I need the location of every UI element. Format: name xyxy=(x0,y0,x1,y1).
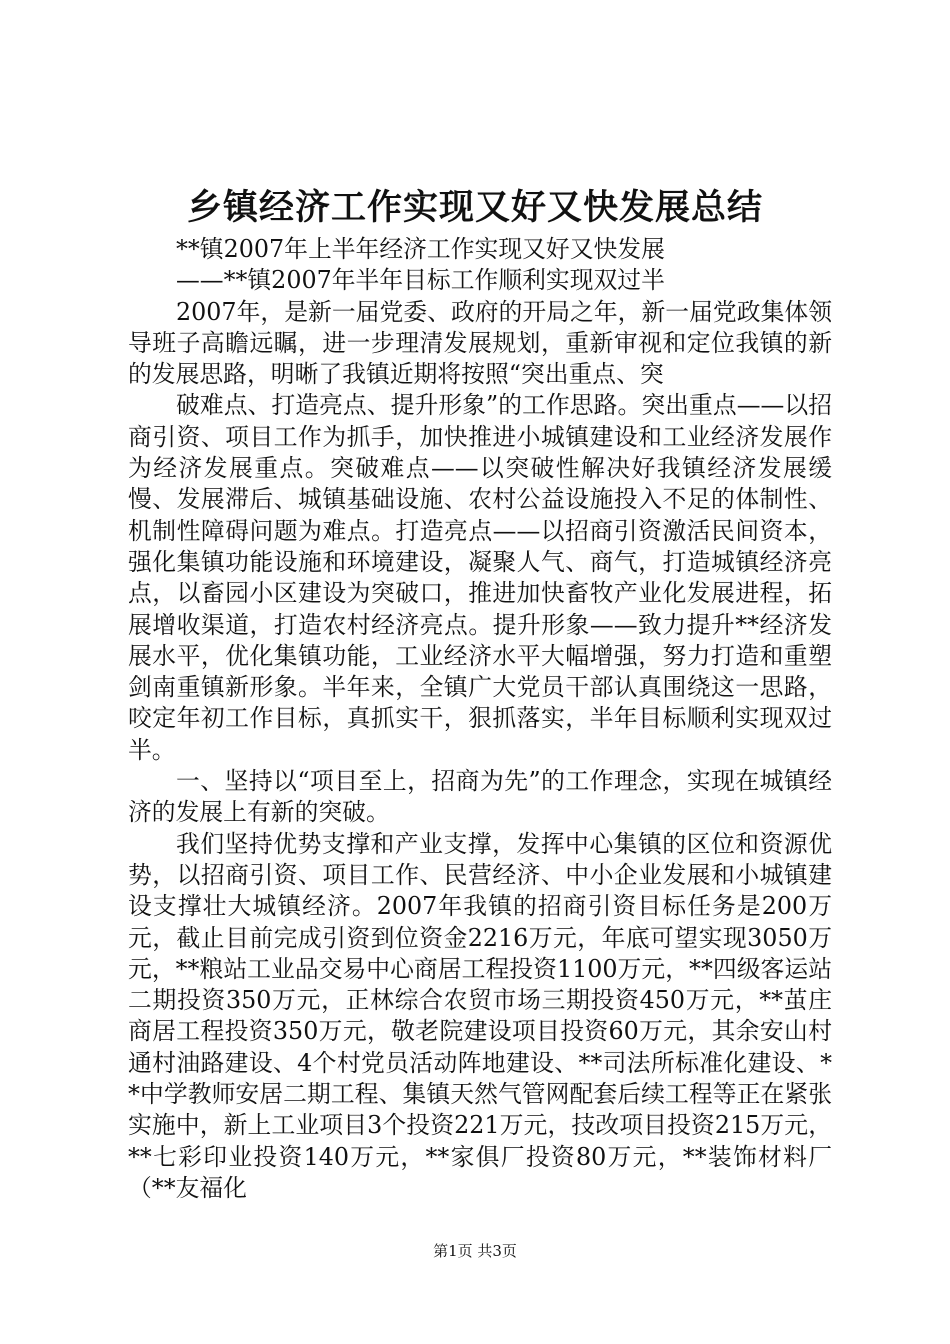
section-heading-1: 一、坚持以“项目至上，招商为先”的工作理念，实现在城镇经济的发展上有新的突破。 xyxy=(128,767,832,827)
paragraph-investment: 我们坚持优势支撑和产业支撑，发挥中心集镇的区位和资源优势，以招商引资、项目工作、民营经济、中小企业发展和小城镇建设支撑壮大城镇经济。2007年我镇的招商引资目标任务是200万元，截止目前完成引资到位资金2216万元，年底可望实现3050万元，**粮站工业品交易中心商居工程投资1100万元，**四级客运站二期投资350万元，正林综合农贸市场三期投资450万元，**茧庄商居工程投资350万元，敬老院建设项目投资60万元，其余安山村通村油路建设、4个村党员活动阵地建设、**司法所标准化建设、**中学教师安居二期工程、集镇天然气管网配套后续工程等正在紧张实施中，新上工业项目3个投资221万元，技改项目投资215万元，**七彩印业投资140万元，**家俱厂投资80万元，**装饰材料厂（**友福化 xyxy=(128,829,832,1202)
document-body xyxy=(128,234,832,1204)
document-title: 乡镇经济工作实现又好又快发展总结 xyxy=(186,187,763,228)
page-indicator: 第1页 共3页 xyxy=(433,1242,517,1260)
paragraph-intro: 2007年，是新一届党委、政府的开局之年，新一届党政集体领导班子高瞻远瞩，进一步理清发展规划，重新审视和定位我镇的新的发展思路，明晰了我镇近期将按照“突出重点、突 xyxy=(128,297,832,389)
subtitle-line-1: **镇2007年上半年经济工作实现又好又快发展 xyxy=(176,235,665,263)
paragraph-work-approach: 破难点、打造亮点、提升形象”的工作思路。突出重点——以招商引资、项目工作为抓手，加快推进小城镇建设和工业经济发展作为经济发展重点。突破难点——以突破性解决好我镇经济发展缓慢、发展滞后、城镇基础设施、农村公益设施投入不足的体制性、机制性障碍问题为难点。打造亮点——以招商引资激活民间资本，强化集镇功能设施和环境建设，凝聚人气、商气，打造城镇经济亮点，以畜园小区建设为突破口，推进加快畜牧产业化发展进程，拓展增收渠道，打造农村经济亮点。提升形象——致力提升**经济发展水平，优化集镇功能，工业经济水平大幅增强，努力打造和重塑剑南重镇新形象。半年来，全镇广大党员干部认真围绕这一思路，咬定年初工作目标，真抓实干，狠抓落实，半年目标顺利实现双过半。 xyxy=(128,391,832,764)
subtitle-line-2: ——**镇2007年半年目标工作顺利实现双过半 xyxy=(176,266,665,295)
